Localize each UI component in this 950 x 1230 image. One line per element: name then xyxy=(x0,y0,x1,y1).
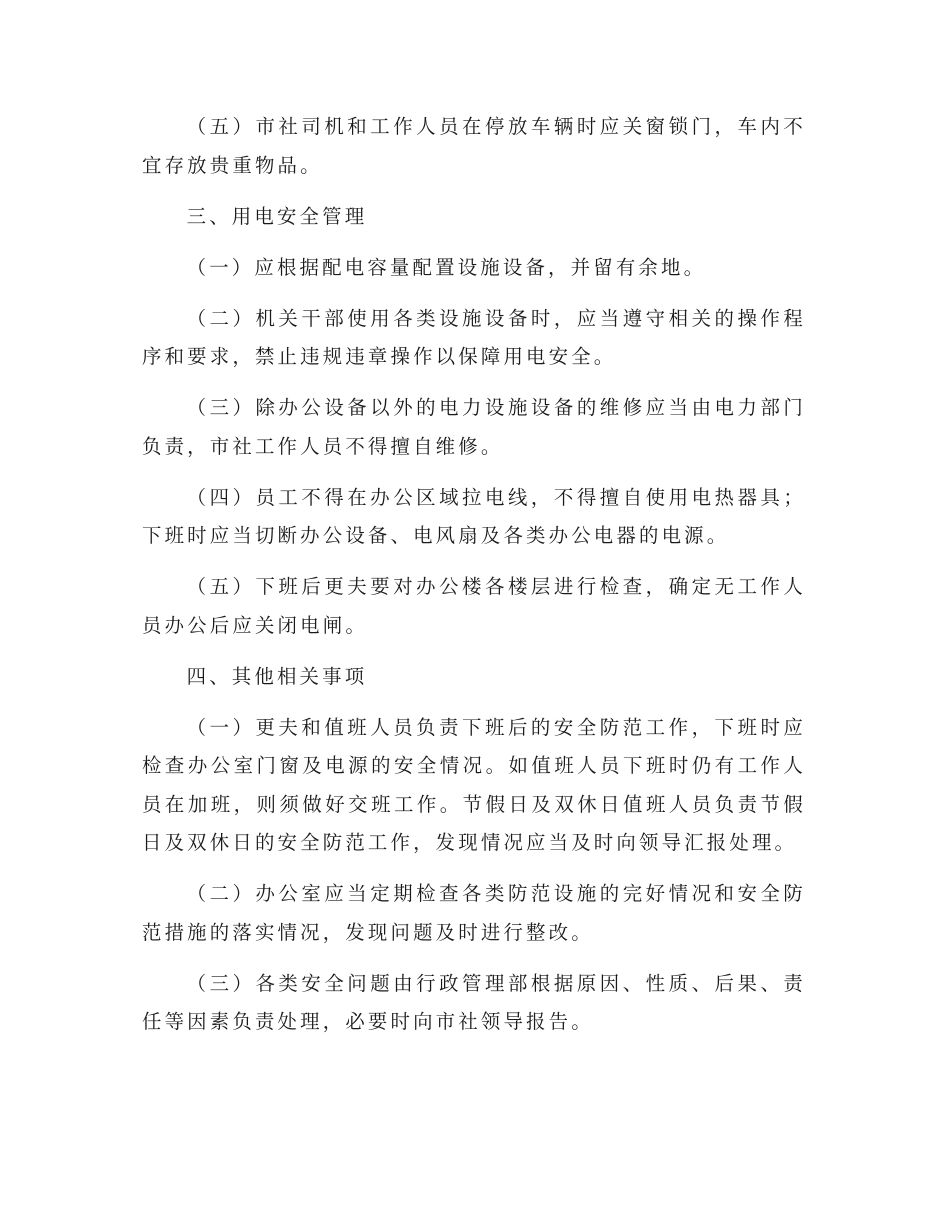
paragraph-after-hours-check: （五）下班后更夫要对办公楼各楼层进行检查，确定无工作人员办公后应关闭电闸。 xyxy=(142,575,806,637)
paragraph-duty-staff: （一）更夫和值班人员负责下班后的安全防范工作，下班时应检查办公室门窗及电源的安全情况。如值班人员下班时仍有工作人员在加班，则须做好交班工作。节假日及双休日值班人员负责节假日及双休日的安全防范工作，发现情况应当及时向领导汇报处理。 xyxy=(142,715,806,854)
section-heading-electrical-safety: 三、用电安全管理 xyxy=(186,204,368,228)
paragraph-operating-procedures: （二）机关干部使用各类设施设备时，应当遵守相关的操作程序和要求，禁止违规违章操作以保障用电安全。 xyxy=(142,306,806,368)
paragraph-facility-inspection: （二）办公室应当定期检查各类防范设施的完好情况和安全防范措施的落实情况，发现问题及时进行整改。 xyxy=(142,882,806,944)
paragraph-equipment-repair: （三）除办公设备以外的电力设施设备的维修应当由电力部门负责，市社工作人员不得擅自维修。 xyxy=(142,396,806,458)
paragraph-wiring-rules: （四）员工不得在办公区域拉电线，不得擅自使用电热器具；下班时应当切断办公设备、电风扇及各类办公电器的电源。 xyxy=(142,485,806,547)
paragraph-vehicle-lock: （五）市社司机和工作人员在停放车辆时应关窗锁门，车内不宜存放贵重物品。 xyxy=(142,115,806,177)
document-page xyxy=(142,108,806,1042)
paragraph-electrical-capacity: （一）应根据配电容量配置设施设备，并留有余地。 xyxy=(186,255,707,279)
paragraph-incident-handling: （三）各类安全问题由行政管理部根据原因、性质、后果、责任等因素负责处理，必要时向市社领导报告。 xyxy=(142,971,806,1033)
section-heading-other-matters: 四、其他相关事项 xyxy=(186,664,368,688)
